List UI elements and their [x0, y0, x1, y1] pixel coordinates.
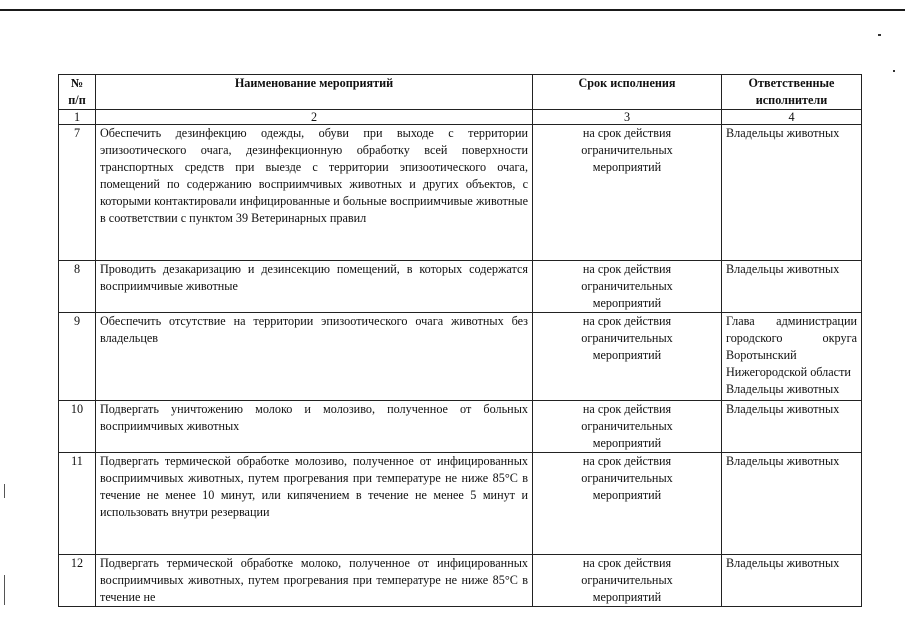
- row-number: 8: [59, 261, 96, 313]
- row-responsible: [722, 313, 862, 401]
- column-number: 1: [59, 110, 96, 125]
- table-row: [59, 555, 862, 607]
- row-term: на срок действия ограничительных мероприятий: [533, 555, 722, 607]
- row-responsible: [722, 555, 862, 607]
- row-responsible: [722, 261, 862, 313]
- row-term: на срок действия ограничительных мероприятий: [533, 261, 722, 313]
- column-number-row: [59, 110, 862, 125]
- measures-table: [58, 74, 862, 607]
- scan-speck: [893, 70, 895, 72]
- row-term: на срок действия ограничительных мероприятий: [533, 125, 722, 261]
- table-row: [59, 453, 862, 555]
- row-description: Подвергать уничтожению молоко и молозиво, полученное от больных восприимчивых животных: [96, 401, 533, 453]
- row-number: 11: [59, 453, 96, 555]
- scan-margin-mark: [4, 575, 5, 605]
- header-measure-name: Наименование мероприятий: [96, 75, 533, 110]
- responsible-line: Воротынский: [726, 348, 797, 362]
- responsible-line: Владельцы животных: [726, 126, 840, 140]
- responsible-line: городского округа: [726, 331, 857, 345]
- column-number: 4: [722, 110, 862, 125]
- responsible-line: Глава администрации: [726, 314, 857, 328]
- responsible-line: Владельцы животных: [726, 382, 840, 396]
- row-number: 7: [59, 125, 96, 261]
- row-term: на срок действия ограничительных мероприятий: [533, 401, 722, 453]
- table-row: [59, 125, 862, 261]
- table-header-row: [59, 75, 862, 110]
- table-row: [59, 261, 862, 313]
- header-number: № п/п: [59, 75, 96, 110]
- row-description: Проводить дезакаризацию и дезинсекцию помещений, в которых содержатся восприимчивые животные: [96, 261, 533, 313]
- table-row: [59, 313, 862, 401]
- row-responsible: [722, 401, 862, 453]
- row-number: 10: [59, 401, 96, 453]
- column-number: 2: [96, 110, 533, 125]
- responsible-line: Владельцы животных: [726, 402, 840, 416]
- responsible-line: Владельцы животных: [726, 556, 840, 570]
- row-description: Подвергать термической обработке молозиво, полученное от инфицированных восприимчивых животных, путем прогревания при температуре не ниже 85°С в течение не менее 10 минут, или кипячением в течение не менее 5 минут и использовать внутри резервации: [96, 453, 533, 555]
- row-description: Обеспечить дезинфекцию одежды, обуви при выходе с территории эпизоотического очага, дезинфекционную обработку всей поверхности транспортных средств при выезде с территории эпизоотического очага, помещений по содержанию восприимчивых животных и других объектов, с которыми контактировали инфицированные и больные восприимчивые животные в соответствии с пунктом 39 Ветеринарных правил: [96, 125, 533, 261]
- column-number: 3: [533, 110, 722, 125]
- top-rule-line: [0, 9, 905, 11]
- scan-margin-mark: [4, 484, 5, 498]
- row-description: Обеспечить отсутствие на территории эпизоотического очага животных без владельцев: [96, 313, 533, 401]
- responsible-line: Владельцы животных: [726, 262, 840, 276]
- row-responsible: [722, 125, 862, 261]
- row-term: на срок действия ограничительных мероприятий: [533, 453, 722, 555]
- scan-speck: [878, 34, 881, 36]
- row-number: 12: [59, 555, 96, 607]
- row-number: 9: [59, 313, 96, 401]
- table-row: [59, 401, 862, 453]
- responsible-line: Владельцы животных: [726, 454, 840, 468]
- header-responsible: Ответственные исполнители: [722, 75, 862, 110]
- header-term: Срок исполнения: [533, 75, 722, 110]
- responsible-line: Нижегородской области: [726, 365, 851, 379]
- row-description: Подвергать термической обработке молоко, полученное от инфицированных восприимчивых животных, путем прогревания при температуре не ниже 85°С в течение не: [96, 555, 533, 607]
- row-responsible: [722, 453, 862, 555]
- row-term: на срок действия ограничительных мероприятий: [533, 313, 722, 401]
